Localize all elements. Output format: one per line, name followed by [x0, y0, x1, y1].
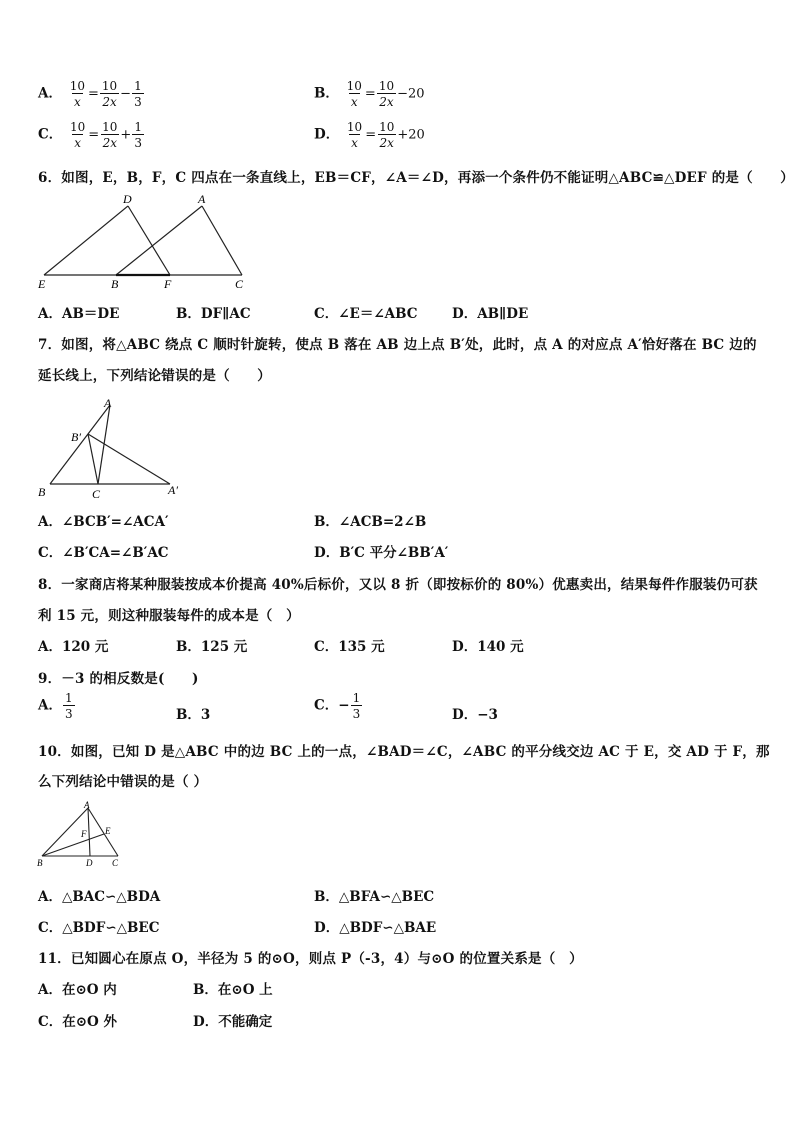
q6-label-d: D	[123, 192, 132, 206]
q10-option-b: B．△BFA∽△BEC	[314, 889, 435, 905]
q6-label-e: E	[38, 277, 46, 290]
q9-option-d: D．−3	[452, 707, 498, 723]
q7-option-a: A．∠BCB′=∠ACA′	[38, 514, 169, 530]
q7-option-b: B．∠ACB=2∠B	[314, 514, 427, 530]
q5-option-d: D． $\frac{10}{x}$ = $\frac{10}{2x}$ +20	[314, 120, 425, 150]
q7-label-c: C	[92, 487, 101, 501]
q9-stem: 9．－3 的相反数是( )	[38, 671, 199, 687]
q7-option-c: C．∠B′CA=∠B′AC	[38, 545, 169, 561]
q7-label-b: B	[38, 485, 46, 499]
q10-label-a: A	[84, 800, 90, 810]
q10-label-c: C	[112, 858, 119, 868]
q7-label-b-prime: B′	[71, 430, 81, 444]
q7-label-a-prime: A′	[168, 483, 178, 497]
q6-option-a: A．AB＝DE	[38, 306, 120, 322]
fraction: $\frac{10}{2x}$	[378, 79, 395, 109]
fraction: $\frac{1}{3}$	[134, 120, 142, 150]
q7-stem-line1: 7．如图，将△ABC 绕点 C 顺时针旋转，使点 B 落在 AB 边上点 B′处，此时，点 A 的对应点 A′恰好落在 BC 边的	[38, 337, 757, 353]
fraction: $\frac{1}{3}$	[64, 691, 73, 721]
q6-label-c: C	[235, 277, 244, 290]
q10-label-d: D	[86, 858, 93, 868]
q6-label-b: B	[111, 277, 119, 290]
q11-option-b: B．在⊙O 上	[193, 982, 273, 998]
q10-option-a: A．△BAC∽△BDA	[38, 889, 161, 905]
q9-option-b: B．3	[176, 707, 211, 723]
q5-option-b: B． $\frac{10}{x}$ = $\frac{10}{2x}$ −20	[314, 79, 425, 109]
fraction: $\frac{10}{2x}$	[101, 79, 118, 109]
q8-stem-line2: 利 15 元，则这种服装每件的成本是（ ）	[38, 608, 300, 624]
fraction: $\frac{10}{2x}$	[102, 120, 118, 150]
q11-option-a: A．在⊙O 内	[38, 982, 117, 998]
q11-stem: 11．已知圆心在原点 O，半径为 5 的⊙O，则点 P（-3，4）与⊙O 的位置关系是（ ）	[38, 951, 583, 967]
fraction: $\frac{10}{x}$	[346, 120, 363, 150]
q6-label-f: F	[164, 277, 172, 290]
q10-option-c: C．△BDF∽△BEC	[38, 920, 160, 936]
q6-label-a: A	[198, 192, 206, 206]
q6-option-d: D．AB∥DE	[452, 306, 529, 322]
q9-option-a: A． $\frac{1}{3}$	[38, 691, 73, 721]
q5-option-c: C． $\frac{10}{x}$ = $\frac{10}{2x}$ + $\frac{1}{3}$	[38, 120, 142, 150]
q8-option-d: D．140 元	[452, 639, 524, 655]
q8-option-c: C．135 元	[314, 639, 385, 655]
q9-option-c: C．− $\frac{1}{3}$	[314, 691, 361, 721]
q6-option-b: B．DF∥AC	[176, 306, 251, 322]
q10-stem-line2: 么下列结论中错误的是（ ）	[38, 774, 208, 790]
fraction: $\frac{10}{x}$	[69, 120, 86, 150]
fraction: $\frac{1}{3}$	[352, 691, 361, 721]
q10-label-b: B	[37, 858, 43, 868]
q10-option-d: D．△BDF∽△BAE	[314, 920, 437, 936]
q6-option-c: C．∠E＝∠ABC	[314, 306, 418, 322]
fraction: $\frac{10}{2x}$	[379, 120, 395, 150]
q10-label-f: F	[81, 829, 87, 839]
q8-option-a: A．120 元	[38, 639, 109, 655]
q11-option-c: C．在⊙O 外	[38, 1014, 118, 1030]
q7-label-a: A	[104, 396, 112, 410]
q8-stem-line1: 8．一家商店将某种服装按成本价提高 40%后标价，又以 8 折（即按标价的 80%）优惠卖出，结果每件作服装仍可获	[38, 577, 758, 593]
q5-option-a: A． $\frac{10}{x}$ = $\frac{10}{2x}$ − $\frac{1}{3}$	[38, 79, 142, 109]
q10-label-e: E	[105, 826, 111, 836]
q6-figure	[36, 192, 248, 290]
q11-option-d: D．不能确定	[193, 1014, 273, 1030]
q7-option-d: D．B′C 平分∠BB′A′	[314, 545, 449, 561]
q7-figure	[36, 396, 186, 502]
q6-stem: 6．如图，E，B，F，C 四点在一条直线上，EB＝CF，∠A＝∠D，再添一个条件仍不能证明△ABC≌△DEF 的是（ ）	[38, 170, 794, 186]
q7-stem-line2: 延长线上，下列结论错误的是（ ）	[38, 368, 271, 384]
fraction: $\frac{10}{x}$	[346, 79, 362, 109]
q10-figure	[36, 800, 128, 872]
fraction: $\frac{10}{x}$	[69, 79, 85, 109]
q8-option-b: B．125 元	[176, 639, 248, 655]
q10-stem-line1: 10．如图，已知 D 是△ABC 中的边 BC 上的一点，∠BAD＝∠C，∠ABC 的平分线交边 AC 于 E，交 AD 于 F，那	[38, 744, 770, 760]
fraction: $\frac{1}{3}$	[134, 79, 142, 109]
